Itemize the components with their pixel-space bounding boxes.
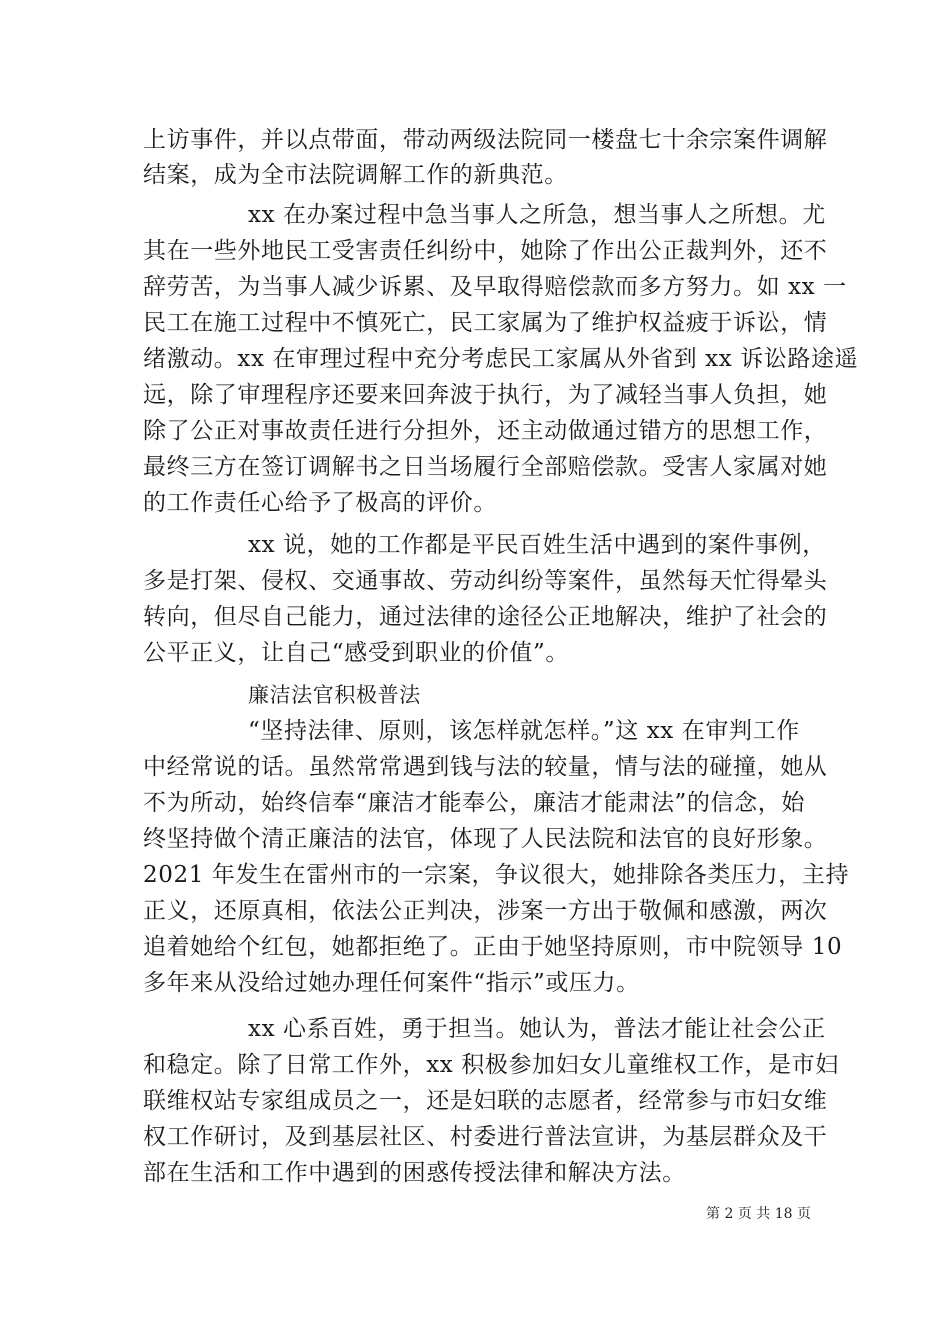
text-line: 联维权站专家组成员之一，还是妇联的志愿者，经常参与市妇女维	[143, 1088, 828, 1114]
text-line: 部在生活和工作中遇到的困惑传授法律和解决方法。	[143, 1160, 686, 1186]
text-line: 追着她给个红包，她都拒绝了。正由于她坚持原则，市中院领导 10	[143, 934, 843, 960]
text-line: 绪激动。xx 在审理过程中充分考虑民工家属从外省到 xx 诉讼路途遥	[143, 346, 859, 372]
section-heading: 廉洁法官积极普法	[248, 683, 421, 707]
text-line: “坚持法律、原则，该怎样就怎样。”这 xx 在审判工作	[248, 718, 800, 744]
text-line: 的工作责任心给予了极高的评价。	[143, 490, 497, 516]
text-line: 结案，成为全市法院调解工作的新典范。	[143, 162, 568, 188]
text-line: 和稳定。除了日常工作外，xx 积极参加妇女儿童维权工作，是市妇	[143, 1052, 839, 1078]
text-line: 多年来从没给过她办理任何案件“指示”或压力。	[143, 970, 640, 996]
text-line: 远，除了审理程序还要来回奔波于执行，为了减轻当事人负担，她	[143, 382, 828, 408]
text-line: 2021 年发生在雷州市的一宗案，争议很大，她排除各类压力，主持	[143, 862, 850, 888]
text-line: 其在一些外地民工受害责任纠纷中，她除了作出公正裁判外，还不	[143, 238, 828, 264]
text-line: 正义，还原真相，依法公正判决，涉案一方出于敬佩和感激，两次	[143, 898, 828, 924]
text-line: 终坚持做个清正廉洁的法官，体现了人民法院和法官的良好形象。	[143, 826, 828, 852]
text-line: 多是打架、侵权、交通事故、劳动纠纷等案件，虽然每天忙得晕头	[143, 568, 828, 594]
text-line: 除了公正对事故责任进行分担外，还主动做通过错方的思想工作，	[143, 418, 828, 444]
text-line: 民工在施工过程中不慎死亡，民工家属为了维护权益疲于诉讼，情	[143, 310, 828, 336]
text-line: 转向，但尽自己能力，通过法律的途径公正地解决，维护了社会的	[143, 604, 828, 630]
text-line: xx 心系百姓，勇于担当。她认为，普法才能让社会公正	[248, 1016, 826, 1042]
text-line: xx 在办案过程中急当事人之所急，想当事人之所想。尤	[248, 202, 826, 228]
text-line: 上访事件，并以点带面，带动两级法院同一楼盘七十余宗案件调解	[143, 127, 828, 153]
text-line: 中经常说的话。虽然常常遇到钱与法的较量，情与法的碰撞，她从	[143, 754, 828, 780]
text-line: 辞劳苦，为当事人减少诉累、及早取得赔偿款而多方努力。如 xx 一	[143, 274, 847, 300]
page-number: 第 2 页 共 18 页	[706, 1206, 811, 1222]
text-line: 最终三方在签订调解书之日当场履行全部赔偿款。受害人家属对她	[143, 454, 828, 480]
text-line: 权工作研讨，及到基层社区、村委进行普法宣讲，为基层群众及干	[143, 1124, 828, 1150]
text-line: 不为所动，始终信奉“廉洁才能奉公，廉洁才能肃法”的信念，始	[143, 790, 805, 816]
text-line: xx 说，她的工作都是平民百姓生活中遇到的案件事例，	[248, 532, 826, 558]
text-line: 公平正义，让自己“感受到职业的价值”。	[143, 640, 569, 666]
